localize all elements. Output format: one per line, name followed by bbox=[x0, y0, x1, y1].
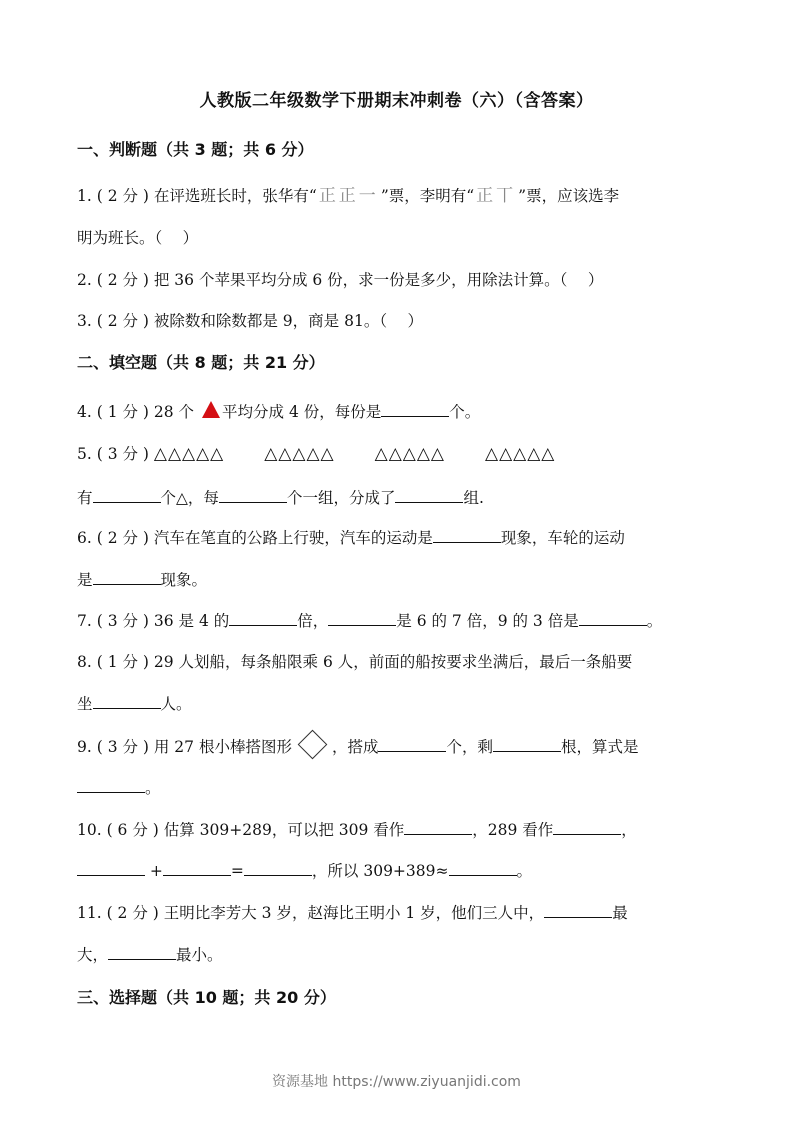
answer-blank[interactable] bbox=[93, 692, 161, 709]
question-10-line2: + = ，所以 309+389≈ 。 bbox=[77, 859, 532, 882]
answer-blank[interactable] bbox=[108, 943, 176, 960]
page-title: 人教版二年级数学下册期末冲刺卷（六）（含答案） bbox=[199, 91, 594, 111]
answer-blank[interactable] bbox=[77, 776, 145, 793]
triangle-group: △△△△△ bbox=[153, 444, 225, 464]
question-8: 8. ( 1 分 ) 29 人划船，每条船限乘 6 人，前面的船按要求坐满后，最后一条船要 bbox=[77, 653, 633, 671]
answer-blank[interactable] bbox=[93, 568, 161, 585]
answer-blank[interactable] bbox=[244, 859, 312, 876]
question-8-line2: 坐 人。 bbox=[77, 692, 192, 715]
question-5-line2: 有 个△，每 个一组，分成了 组. bbox=[77, 486, 484, 509]
answer-blank[interactable] bbox=[433, 526, 501, 543]
diamond-shape-icon bbox=[298, 730, 328, 760]
triangle-group: △△△△△ bbox=[485, 444, 556, 464]
question-4: 4. ( 1 分 ) 28 个 平均分成 4 份，每份是 个。 bbox=[77, 400, 480, 423]
triangle-group: △△△△△ bbox=[264, 444, 335, 464]
answer-blank[interactable] bbox=[93, 486, 161, 503]
answer-blank[interactable] bbox=[449, 859, 517, 876]
answer-blank[interactable] bbox=[381, 400, 449, 417]
tally-marks-zhanghua: 正正一 bbox=[318, 186, 379, 206]
answer-blank[interactable] bbox=[493, 735, 561, 752]
answer-blank[interactable] bbox=[229, 609, 297, 626]
section-heading-multiple-choice: 三、选择题（共 10 题；共 20 分） bbox=[77, 988, 336, 1007]
question-11-line2: 大， 最小。 bbox=[77, 943, 223, 966]
question-9-line2: 。 bbox=[77, 776, 161, 799]
question-1: 1. ( 2 分 ) 在评选班长时，张华有“ 正正一 ”票，李明有“ 正丅 ”票，应该选李 bbox=[77, 186, 620, 206]
question-2: 2. ( 2 分 ) 把 36 个苹果平均分成 6 份，求一份是多少，用除法计算。（ ） bbox=[77, 271, 604, 289]
question-5: 5. ( 3 分 ) △△△△△ △△△△△ △△△△△ △△△△△ bbox=[77, 444, 556, 464]
question-6: 6. ( 2 分 ) 汽车在笔直的公路上行驶，汽车的运动是 现象，车轮的运动 bbox=[77, 526, 625, 549]
triangle-group: △△△△△ bbox=[374, 444, 446, 464]
question-11: 11. ( 2 分 ) 王明比李芳大 3 岁，赵海比王明小 1 岁，他们三人中， 最 bbox=[77, 901, 628, 924]
answer-blank[interactable] bbox=[378, 735, 446, 752]
question-3: 3. ( 2 分 ) 被除数和除数都是 9，商是 81。（ ） bbox=[77, 312, 423, 330]
answer-blank[interactable] bbox=[404, 818, 472, 835]
question-9: 9. ( 3 分 ) 用 27 根小棒搭图形 ，搭成 个，剩 根，算式是 bbox=[77, 734, 639, 758]
answer-blank[interactable] bbox=[395, 486, 463, 503]
tally-marks-liming: 正丅 bbox=[476, 186, 517, 206]
answer-blank[interactable] bbox=[328, 609, 396, 626]
question-7: 7. ( 3 分 ) 36 是 4 的 倍， 是 6 的 7 倍，9 的 3 倍是 。 bbox=[77, 609, 662, 632]
answer-blank[interactable] bbox=[553, 818, 621, 835]
question-1-line2: 明为班长。（ ） bbox=[77, 229, 199, 247]
answer-blank[interactable] bbox=[163, 859, 231, 876]
section-heading-fill-blank: 二、填空题（共 8 题；共 21 分） bbox=[77, 353, 325, 372]
answer-blank[interactable] bbox=[219, 486, 287, 503]
section-heading-judgement: 一、判断题（共 3 题；共 6 分） bbox=[77, 140, 314, 159]
red-triangle-icon bbox=[202, 401, 220, 418]
answer-blank[interactable] bbox=[544, 901, 612, 918]
answer-blank[interactable] bbox=[77, 859, 145, 876]
question-6-line2: 是 现象。 bbox=[77, 568, 207, 591]
answer-blank[interactable] bbox=[579, 609, 647, 626]
question-10: 10. ( 6 分 ) 估算 309+289，可以把 309 看作 ，289 看作 ， bbox=[77, 818, 637, 841]
footer-watermark: 资源基地 https://www.ziyuanjidi.com bbox=[272, 1074, 521, 1090]
